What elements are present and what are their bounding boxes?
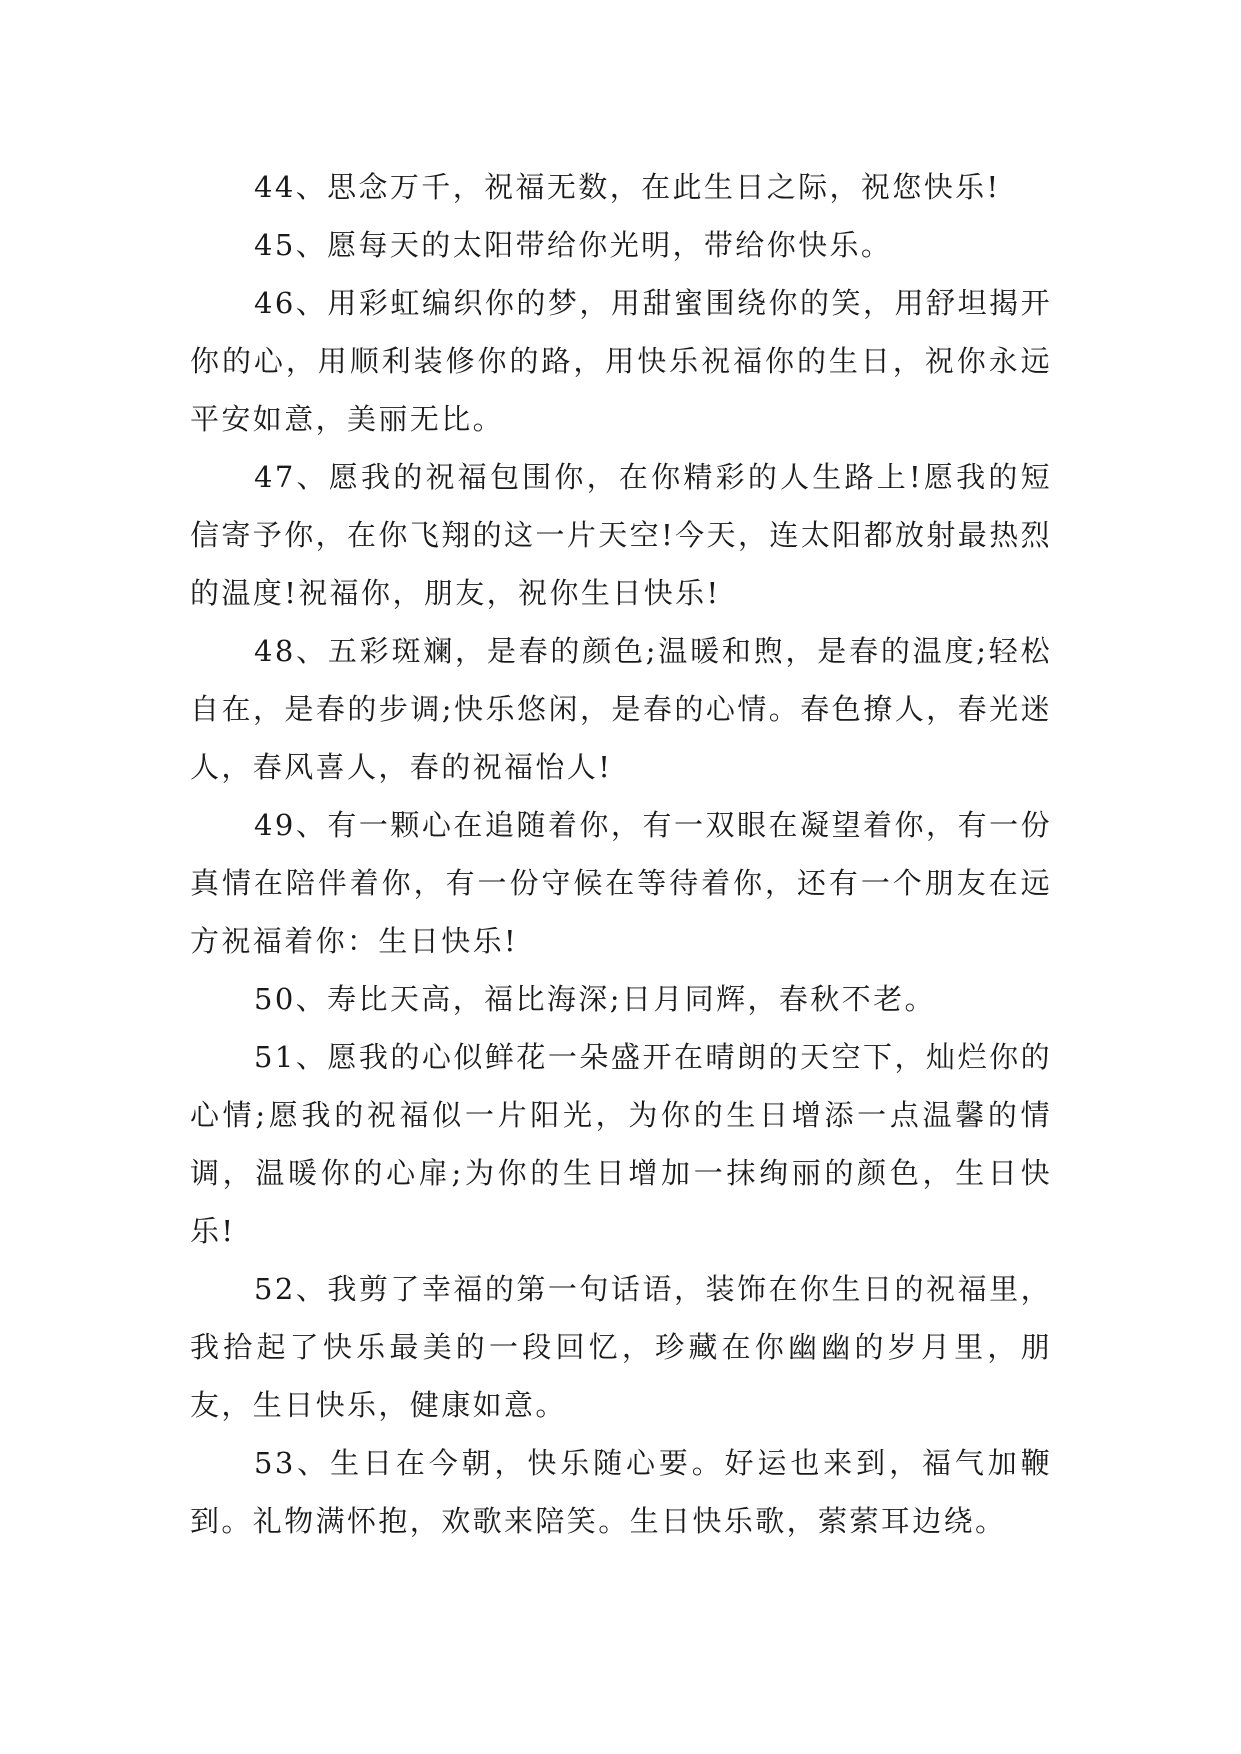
paragraph-46: 46、用彩虹编织你的梦，用甜蜜围绕你的笑，用舒坦揭开你的心，用顺利装修你的路，用快乐祝福你的生日，祝你永远平安如意，美丽无比。	[190, 286, 1052, 436]
paragraph-45: 45、愿每天的太阳带给你光明，带给你快乐。	[254, 228, 893, 262]
paragraph-51: 51、愿我的心似鲜花一朵盛开在晴朗的天空下，灿烂你的心情;愿我的祝福似一片阳光，为你的生日增添一点温馨的情调，温暖你的心扉;为你的生日增加一抹绚丽的颜色，生日快乐!	[190, 1040, 1052, 1248]
paragraph-53: 53、生日在今朝，快乐随心要。好运也来到，福气加鞭到。礼物满怀抱，欢歌来陪笑。生日快乐歌，萦萦耳边绕。	[190, 1446, 1052, 1538]
paragraph-44: 44、思念万千，祝福无数，在此生日之际，祝您快乐!	[254, 170, 1001, 204]
paragraph-52: 52、我剪了幸福的第一句话语，装饰在你生日的祝福里，我拾起了快乐最美的一段回忆，珍藏在你幽幽的岁月里，朋友，生日快乐，健康如意。	[190, 1272, 1052, 1422]
paragraph-48: 48、五彩斑斓，是春的颜色;温暖和煦，是春的温度;轻松自在，是春的步调;快乐悠闲，是春的心情。春色撩人，春光迷人，春风喜人，春的祝福怡人!	[190, 634, 1052, 784]
paragraph-47: 47、愿我的祝福包围你，在你精彩的人生路上!愿我的短信寄予你，在你飞翔的这一片天空!今天，连太阳都放射最热烈的温度!祝福你，朋友，祝你生日快乐!	[190, 460, 1052, 610]
paragraph-50: 50、寿比天高，福比海深;日月同辉，春秋不老。	[254, 982, 936, 1016]
paragraph-49: 49、有一颗心在追随着你，有一双眼在凝望着你，有一份真情在陪伴着你，有一份守候在等待着你，还有一个朋友在远方祝福着你：生日快乐!	[190, 808, 1052, 958]
document-page	[190, 158, 1052, 1550]
